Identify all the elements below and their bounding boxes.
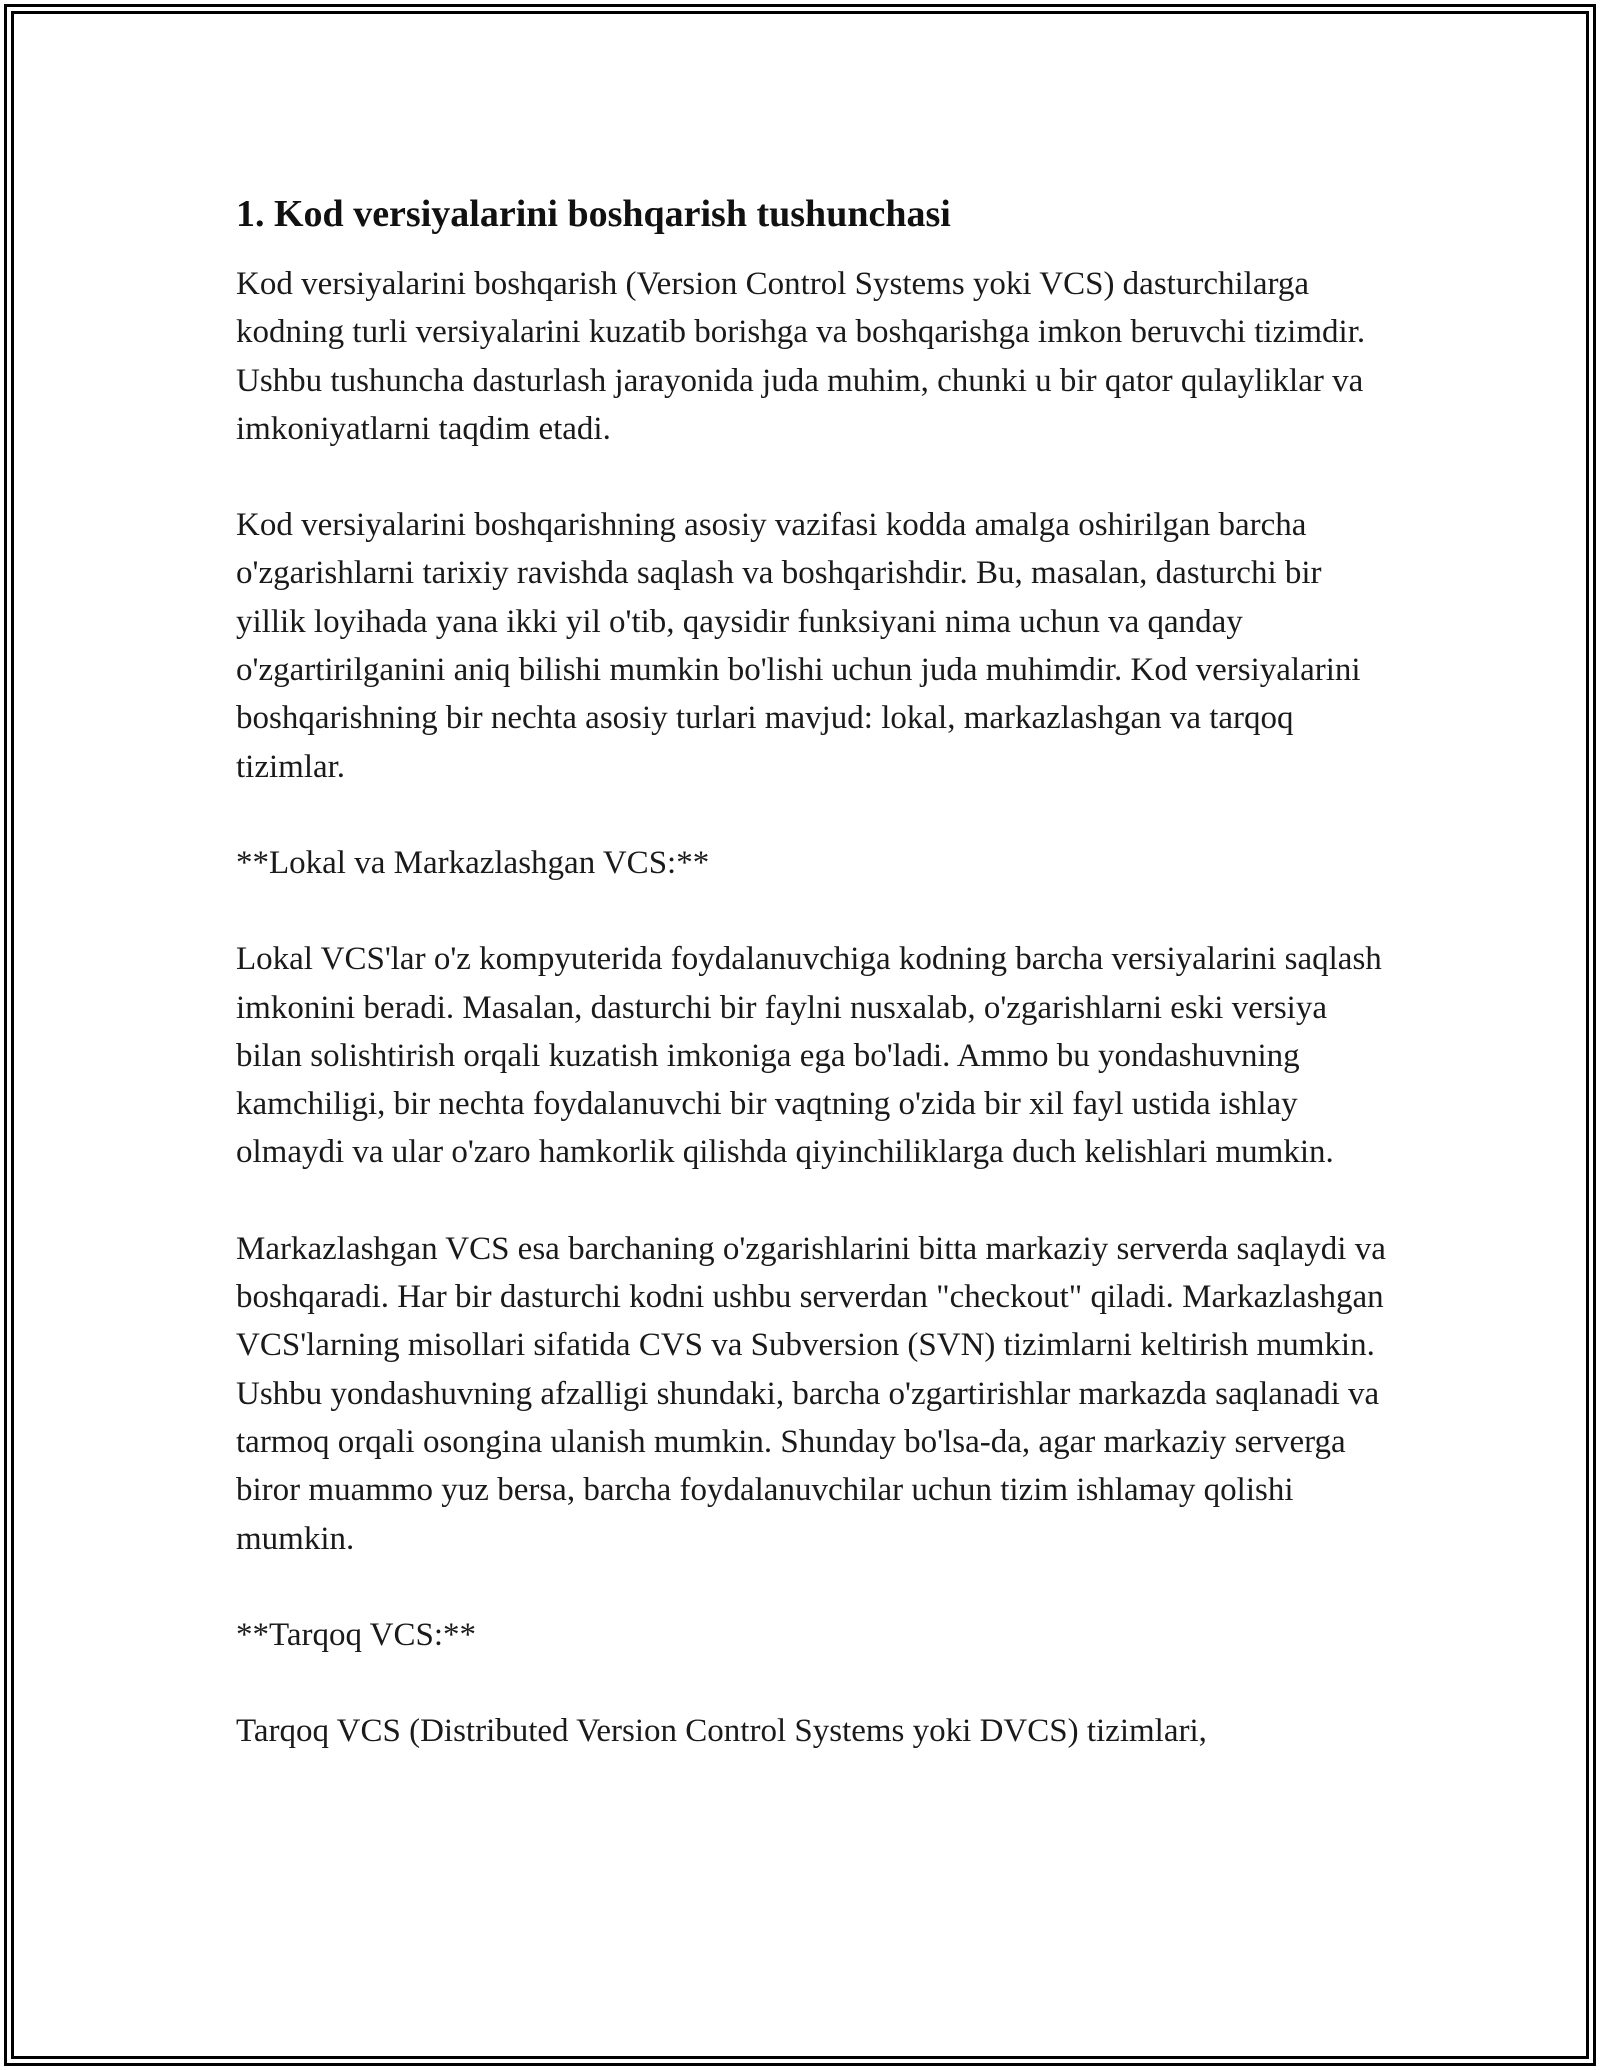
paragraph-main-purpose: Kod versiyalarini boshqarishning asosiy vazifasi kodda amalga oshirilgan barcha o'zgarishlarni tarixiy ravishda saqlash va boshqarishdir. Bu, masalan, dasturchi bir yillik loyihada yana ikki yil o'tib, qaysidir funksiyani nima uchun va qanday o'zgartirilganini aniq bilishi mumkin bo'lishi uchun juda muhimdir. Kod versiyalarini boshqarishning bir nechta asosiy turlari mavjud: lokal, markazlashgan va tarqoq tizimlar. <box>236 507 1361 785</box>
section-heading: 1. Kod versiyalarini boshqarish tushunchasi <box>236 193 951 235</box>
paragraph-distributed-vcs: Tarqoq VCS (Distributed Version Control Systems yoki DVCS) tizimlari, <box>236 1713 1207 1750</box>
subheading-distributed: **Tarqoq VCS:** <box>236 1616 477 1653</box>
paragraph-centralized-vcs: Markazlashgan VCS esa barchaning o'zgarishlarini bitta markaziy serverda saqlaydi va boshqaradi. Har bir dasturchi kodni ushbu serverdan "checkout" qiladi. Markazlashgan VCS'larning misollari sifatida CVS va Subversion (SVN) tizimlarni keltirish mumkin. Ushbu yondashuvning afzalligi shundaki, barcha o'zgartirishlar markazda saqlanadi va tarmoq orqali osongina ulanish mumkin. Shunday bo'lsa-da, agar markaziy serverga biror muammo yuz bersa, barcha foydalanuvchilar uchun tizim ishlamay qolishi mumkin. <box>236 1230 1386 1557</box>
document-body <box>236 188 1386 1803</box>
subheading-local-centralized: **Lokal va Markazlashgan VCS:** <box>236 844 710 881</box>
paragraph-intro: Kod versiyalarini boshqarish (Version Control Systems yoki VCS) dasturchilarga kodning turli versiyalarini kuzatib borishga va boshqarishga imkon beruvchi tizimdir. Ushbu tushuncha dasturlash jarayonida juda muhim, chunki u bir qator qulayliklar va imkoniyatlarni taqdim etadi. <box>236 266 1366 447</box>
paragraph-local-vcs: Lokal VCS'lar o'z kompyuterida foydalanuvchiga kodning barcha versiyalarini saqlash imkonini beradi. Masalan, dasturchi bir faylni nusxalab, o'zgarishlarni eski versiya bilan solishtirish orqali kuzatish imkoniga ega bo'ladi. Ammo bu yondashuvning kamchiligi, bir nechta foydalanuvchi bir vaqtning o'zida bir xil fayl ustida ishlay olmaydi va ular o'zaro hamkorlik qilishda qiyinchiliklarga duch kelishlari mumkin. <box>236 941 1382 1171</box>
